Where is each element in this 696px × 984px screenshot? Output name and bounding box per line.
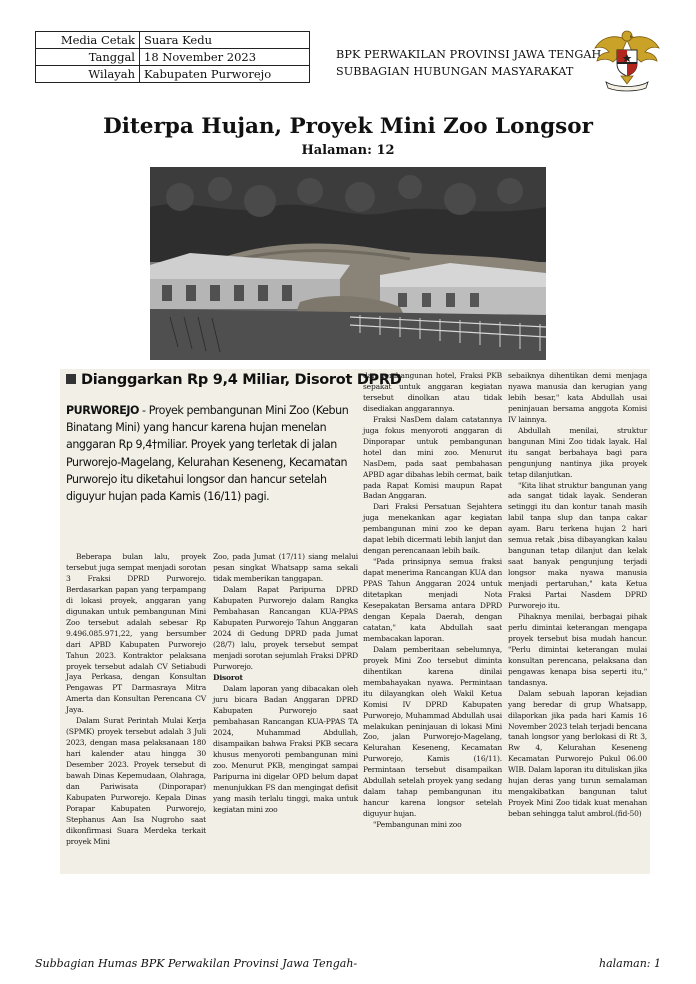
paragraph: Dalam pemberitaan sebelumnya, proyek Mini Zoo tersebut diminta dihentikan karena dinilai membahayakan nyawa. Permintaan itu dilayangkan oleh Wakil Ketua Komisi IV DPRD Kabupaten Purworejo, Muhammad Abdullah usai melakukan peninjauan di lokasi Mini Zoo, jalan Purworejo-Magelang, Kelurahan Keseneng, Kecamatan Purworejo, Kamis (16/11). Permintaan tersebut disampaikan Abdullah setelah proyek yang sedang dalam tahap pembangunan itu hancur karena longsor setelah diguyur hujan.	[363, 644, 502, 819]
garuda-emblem-icon	[592, 26, 662, 92]
media-row	[36, 32, 310, 49]
section-subheading: Disorot	[213, 673, 243, 683]
paragraph: Dalam sebuah laporan kejadian yang beredar di grup Whatsapp, dilaporkan jika pada hari Kamis 16 November 2023 telah terjadi bencana tanah longsor yang berlokasi di Rt 3, Rw 4, Kelurahan Keseneng Kecamatan Purworejo Pukul 06.00 WIB. Dalam laporan itu dituliskan jika hujan deras yang turun semalaman mengakibatkan bangunan talut Proyek Mini Zoo tidak kuat menahan beban sehingga talut ambrol.(fid-50)	[508, 688, 647, 819]
newspaper-clipping	[60, 369, 650, 874]
paragraph: "Kita lihat struktur bangunan yang ada sangat tidak layak. Senderan setinggi itu dan kontur tanah masih labil tanpa slup dan tanpa cakar ayam. Baru terkena hujan 2 hari semua retak ,bisa dibayangkan kalau bangunan tetap dilanjut dan kelak saat banyak pengunjung terjadi longsor maka nyawa manusia menjadi pertaruhan," kata Ketua Fraksi Partai Nasdem DPRD Purworejo itu.	[508, 480, 647, 611]
paragraph: sebaiknya dihentikan demi menjaga nyawa manusia dan kerugian yang lebih besar," kata Abdullah usai peninjauan bersama anggota Komisi IV lainnya.	[508, 371, 647, 424]
date-label: Tanggal	[36, 49, 140, 66]
clipping-title	[66, 372, 402, 388]
paragraph: Abdullah menilai, struktur bangunan Mini Zoo tidak layak. Hal itu sangat berbahaya bagi para pengunjung nantinya jika proyek tetap dilanjutkan.	[508, 425, 647, 479]
article-page-number: Halaman: 12	[301, 143, 395, 158]
footer-organization: Subbagian Humas BPK Perwakilan Provinsi Jawa Tengah-	[35, 957, 358, 970]
paragraph: Pihaknya menilai, berbagai pihak perlu dimintai keterangan mengapa proyek tersebut bisa mudah hancur. "Perlu dimintai keterangan mulai konsultan perencana, pelaksana dan pengawas kenapa bisa seperti itu," tandasnya.	[508, 611, 647, 687]
organization-line-2: SUBBAGIAN HUBUNGAN MASYARAKAT	[336, 65, 574, 78]
paragraph: Dalam Surat Perintah Mulai Kerja (SPMK) proyek tersebut adalah 3 Juli 2023, dengan masa pelaksanaan 180 hari kalender atau hingga 30 Desember 2023. Proyek tersebut di bawah Dinas Kepemudaan, Olahraga, dan Pariwisata (Dinporapar) Kabupaten Purworejo. Kepala Dinas Porapar Kabupaten Purworejo, Stephanus Aan Isa Nugroho saat dikonfirmasi Suara Merdeka terkait proyek Mini	[66, 716, 206, 846]
article-column-2	[213, 552, 358, 816]
paragraph: "Pembangunan mini zoo	[373, 820, 462, 830]
media-info-table	[35, 31, 310, 83]
organization-name	[336, 46, 601, 80]
paragraph: Dalam Rapat Paripurna DPRD Kabupaten Purworejo dalam Rangka Pembahasan Rancangan KUA-PPAS Kabupaten Purworejo Tahun Anggaran 2024 di Gedung DPRD pada Jumat (28/7) lalu, proyek tersebut sempat menjadi sorotan sejumlah Fraksi DPRD Purworejo.	[213, 584, 358, 671]
paragraph: Fraksi NasDem dalam catatannya juga fokus menyoroti anggaran di Dinporapar untuk pembangunan hotel dan mini zoo. Menurut NasDem, pada saat pembahasan APBD agar dibahas lebih cermat, baik pada Rapat Komisi maupun Rapat Badan Anggaran.	[363, 414, 502, 501]
paragraph: "Pada prinsipnya semua fraksi dapat menerima Rancangan KUA dan PPAS Tahun Anggaran 2024 untuk ditetapkan menjadi Nota Kesepakatan Bersama antara DPRD dengan Kepala Daerah, dengan catatan," kata Abdullah saat membacakan laporan.	[363, 557, 502, 643]
paragraph: Zoo, pada Jumat (17/11) siang melalui pesan singkat Whatsapp sama sekali tidak memberikan tanggapan.	[213, 552, 358, 583]
article-lead	[66, 402, 358, 505]
date-row	[36, 49, 310, 66]
article-column-4	[508, 371, 647, 820]
article-column-3	[363, 371, 502, 831]
media-label: Media Cetak	[36, 32, 140, 49]
clipping-title-text: Dianggarkan Rp 9,4 Miliar, Disorot DPRD	[81, 372, 402, 388]
paragraph: dan pembangunan hotel, Fraksi PKB sepakat untuk anggaran kegiatan tersebut dinolkan atau tidak disediakan anggarannya.	[363, 371, 502, 413]
lead-dateline: PURWOREJO	[66, 404, 139, 417]
square-bullet-icon	[66, 374, 76, 384]
region-value: Kabupaten Purworejo	[140, 66, 310, 83]
paragraph: Beberapa bulan lalu, proyek tersebut juga sempat menjadi sorotan 3 Fraksi DPRD Purworejo. Berdasarkan papan yang terpampang di lokasi proyek, anggaran yang digunakan untuk pembangunan Mini Zoo tersebut adalah sebesar Rp 9.496.085.971,22, yang bersumber dari APBD Kabupaten Purworejo Tahun 2023. Kontraktor pelaksana proyek tersebut adalah CV Setiabudi Jaya Perkasa, dengan Konsultan Pengawas PT Darmasraya Mitra Amerta dan Konsultan Perencana CV Jaya.	[66, 552, 206, 715]
footer-page-number: halaman: 1	[599, 957, 661, 970]
lead-text: - Proyek pembangunan Mini Zoo (Kebun Binatang Mini) yang hancur karena hujan menelan anggaran Rp 9,4†miliar. Proyek yang terletak di jalan Purworejo-Magelang, Kelurahan Keseneng, Kecamatan Purworejo itu diketahui longsor dan hancur setelah diguyur hujan pada Kamis (16/11) pagi.	[66, 404, 349, 504]
media-value: Suara Kedu	[140, 32, 310, 49]
date-value: 18 November 2023	[140, 49, 310, 66]
article-headline: Diterpa Hujan, Proyek Mini Zoo Longsor	[103, 114, 593, 139]
paragraph: Dalam laporan yang dibacakan oleh juru bicara Badan Anggaran DPRD Kabupaten Purworejo saat pembahasan Rancangan KUA-PPAS TA 2024, Muhammad Abdullah, disampaikan bahwa Fraksi PKB secara khusus menyoroti pembangunan mini zoo. Menurut PKB, mengingat sampai Paripurna ini digelar OPD belum dapat menunjukkan FS dan mengingat defisit yang masih terlalu tinggi, maka untuk kegiatan mini zoo	[213, 684, 358, 814]
organization-line-1: BPK PERWAKILAN PROVINSI JAWA TENGAH	[336, 48, 602, 61]
region-label: Wilayah	[36, 66, 140, 83]
paragraph: Dari Fraksi Persatuan Sejahtera juga menekankan agar kegiatan pembangunan mini zoo ke depan dapat lebih dicermati lebih lanjut dan dengan perencanaan lebih baik.	[363, 502, 502, 556]
landslide-photo	[150, 167, 546, 360]
region-row	[36, 66, 310, 83]
article-column-1	[66, 552, 206, 848]
